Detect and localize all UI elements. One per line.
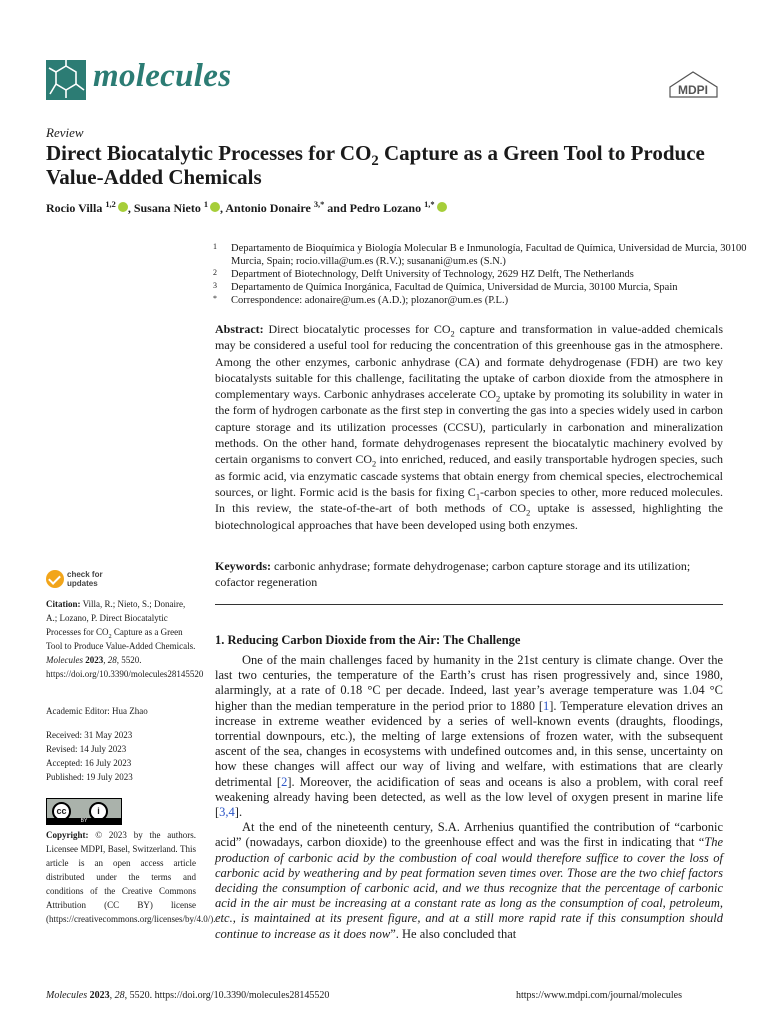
mdpi-logo-text: MDPI	[678, 83, 708, 97]
keywords: Keywords: carbonic anhydrase; formate dehydrogenase; carbon capture storage and its utilization; cofactor regeneration	[215, 559, 691, 590]
author-name[interactable]: Pedro Lozano	[349, 201, 422, 215]
paragraph: One of the main challenges faced by humanity in the 21st century is climate change. Over the last two centuries, the temperature of the Earth’s crust has risen progressively and, since 1980, alarmingly, at a rate of 0.18 °C per decade. Indeed, last year’s average temperature was 1.04 °C higher than the median temperature in the period prior to 1880 [1]. Temperature elevation drives an increase in extreme weather evidenced by a series of well-known events (draughts, floodings, torrential downpours, etc.), the melting of large extensions of frozen water, with the subsequent ascent of the sea, changes in ecosystems with undefined outcomes and, in this sense, uncertainty on how these changes will affect our way of living and welfare, with estimations that are clearly detrimental [2]. Moreover, the acidification of seas and oceans is also a problem, with coral reef weakening already having been detected, as well as the low level of oxygen present in marine life [3,4].	[215, 653, 723, 820]
date-received: Received: 31 May 2023	[46, 730, 133, 740]
author-name[interactable]: Rocio Villa	[46, 201, 103, 215]
orcid-icon[interactable]	[118, 202, 128, 212]
footer-journal-url[interactable]: https://www.mdpi.com/journal/molecules	[516, 990, 682, 1001]
molecules-logo-icon	[46, 60, 86, 100]
divider	[215, 604, 723, 605]
date-published: Published: 19 July 2023	[46, 772, 133, 782]
body-text	[215, 653, 723, 942]
reference-link[interactable]: 1	[543, 698, 550, 713]
orcid-icon[interactable]	[437, 202, 447, 212]
author-name[interactable]: Susana Nieto	[133, 201, 201, 215]
page-title: Direct Biocatalytic Processes for $CO_2$ Capture as a Green Tool to Produce Value-Added Chemicals	[46, 141, 705, 189]
abstract: Abstract: Direct biocatalytic processes for $CO_2$ capture and transformation in value-added chemicals may be considered a useful tool for reducing the concentration of this greenhouse gas in the atmosphere. Among the other enzymes, carbonic anhydrase (CA) and formate dehydrogenase (FDH) are two key biocatalysts suitable for this challenge, facilitating the uptake of carbon dioxide from the atmosphere in complementary ways. Carbonic anhydrases accelerate $CO_2$ uptake by promoting its solubility in water in the form of hydrogen carbonate as the first step in converting the gas into a species widely used in carbon capture storage and its utilization processes (CCSU), particularly in carbonation and mineralization methods. On the other hand, formate dehydrogenases represent the biocatalytic machinery evolved by certain organisms to convert $CO_2$ into enriched, reduced, and easily transportable hydrogen species, such as formic acid, via enzymatic cascade systems that obtain energy from chemical species, electrochemical sources, or light. Formic acid is the basis for fixing $C_1$-carbon species to other, more reduced molecules. In this review, the state-of-the-art of both methods of $CO_2$ uptake is assessed, highlighting the biotechnological approaches that have been developed using both enzymes.	[215, 322, 724, 532]
orcid-icon[interactable]	[210, 202, 220, 212]
date-accepted: Accepted: 16 July 2023	[46, 758, 132, 768]
journal-name[interactable]: molecules	[93, 58, 232, 94]
date-revised: Revised: 14 July 2023	[46, 744, 127, 754]
reference-link[interactable]: 2	[281, 774, 288, 789]
cc-by-icon: i	[89, 802, 108, 821]
footer-citation: Molecules 2023, 28, 5520. https://doi.org/10.3390/molecules28145520	[46, 990, 330, 1001]
section-heading: 1. Reducing Carbon Dioxide from the Air: The Challenge	[215, 633, 521, 647]
citation: Citation: Villa, R.; Nieto, S.; Donaire, A.; Lozano, P. Direct Biocatalytic Processes for $CO_2$ Capture as a Green Tool to Produce Value-Added Chemicals. Molecules 2023, 28, 5520. https://doi.org/10.3390/molecules28145520	[46, 599, 204, 679]
copyright-notice: Copyright: © 2023 by the authors. Licensee MDPI, Basel, Switzerland. This article is an open access article distributed under the terms and conditions of the Creative Commons Attribution (CC BY) license (https://creativecommons.org/licenses/by/4.0/).	[46, 830, 216, 924]
mdpi-logo-icon[interactable]	[667, 69, 720, 99]
author-name[interactable]: Antonio Donaire	[225, 201, 311, 215]
author-list: Rocio Villa $^{1,2}$ , Susana Nieto $^1$ , Antonio Donaire $^{3,*}$ and Pedro Lozano $^{1,*}$	[46, 201, 447, 216]
article-type: Review	[46, 125, 84, 140]
academic-editor: Academic Editor: Hua Zhao	[46, 706, 148, 716]
cc-icon: cc	[52, 802, 71, 821]
check-for-updates-icon	[46, 570, 64, 588]
check-for-updates[interactable]: check for updates	[46, 570, 103, 588]
paragraph: At the end of the nineteenth century, S.A. Arrhenius quantified the contribution of “carbonic acid” (nowadays, carbon dioxide) to the greenhouse effect and was the first in indicating that “The production of carbonic acid by the combustion of coal would therefore suffice to cover the loss of carbonic acid by weathering and by peat formation seven times over. Those are the two chief factors deciding the consumption of carbonic acid, and we thus recognize that the percentage of carbonic acid in the air must be increasing at a constant rate as long as the consumption of coal, petroleum, etc., is maintained at its present figure, and at a still more rapid rate if this consumption should continue to increase as it does now”. He also concluded that	[215, 820, 723, 941]
reference-link[interactable]: 3,4	[219, 805, 235, 820]
cc-by-license-badge[interactable]: cc i BY	[46, 798, 122, 825]
